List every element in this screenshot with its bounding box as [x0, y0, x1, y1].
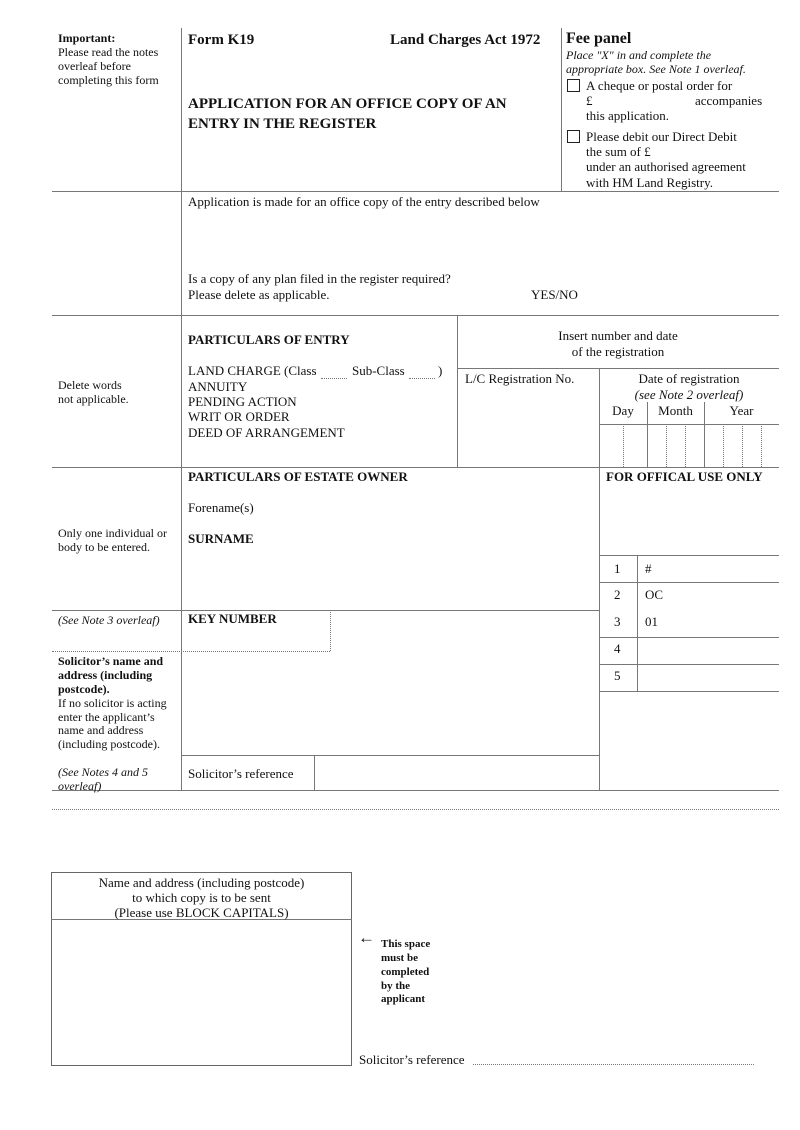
entry-heading: PARTICULARS OF ENTRY — [188, 332, 350, 347]
entry-item-writ-or-order: WRIT OR ORDER — [188, 409, 290, 424]
fee-panel-note-1: Place "X" in and complete the — [566, 48, 712, 62]
space-note-3: completed — [381, 966, 430, 978]
lc-registration-label: L/C Registration No. — [465, 371, 575, 386]
key-number-field[interactable] — [188, 628, 326, 648]
forenames-field[interactable] — [280, 496, 590, 518]
insert-note-2: of the registration — [571, 344, 665, 359]
key-number-label: KEY NUMBER — [188, 611, 277, 626]
debit-option-line-2: the sum of £ — [586, 144, 651, 159]
delete-note: Please delete as applicable. — [188, 287, 330, 302]
rule-date-labels-bottom — [599, 424, 779, 425]
cheque-pound-sign: £ — [586, 93, 593, 108]
solicitor-side-title-2: address (including — [58, 668, 153, 682]
space-note-2: must be — [381, 952, 418, 964]
rule-official-num-col — [637, 555, 638, 691]
rule-official-row-2 — [599, 582, 779, 583]
year-field[interactable] — [706, 426, 778, 466]
rule-official-row-3 — [599, 637, 779, 638]
official-row-4-num: 4 — [614, 641, 621, 656]
sub-class-label: Sub-Class — [352, 363, 405, 378]
form-id: Form K19 — [188, 32, 255, 48]
important-line-3: completing this form — [58, 73, 159, 87]
cheque-option-line-1: A cheque or postal order for — [586, 78, 733, 93]
act-title: Land Charges Act 1972 — [390, 32, 541, 48]
month-field[interactable] — [649, 426, 703, 466]
date-of-registration-label: Date of registration — [638, 371, 740, 386]
solicitor-side-line-1: If no solicitor is acting — [58, 696, 167, 710]
cheque-option-line-3: this application. — [586, 108, 670, 123]
key-number-side-note: (See Note 3 overleaf) — [58, 613, 160, 627]
rule-key-number-right — [330, 610, 331, 651]
official-row-2-val: OC — [645, 587, 664, 602]
bottom-reference-label: Solicitor’s reference — [359, 1052, 465, 1067]
rule-reg-header — [457, 368, 779, 369]
official-row-5-num: 5 — [614, 668, 621, 683]
space-note-1: This space — [381, 938, 431, 950]
forenames-label: Forename(s) — [188, 500, 254, 515]
insert-note-1: Insert number and date — [558, 328, 678, 343]
send-to-heading-1: Name and address (including postcode) — [98, 875, 305, 890]
owner-side-note-2: body to be entered. — [58, 540, 150, 554]
rule-reference-bottom — [52, 790, 779, 791]
entry-side-note-1: Delete words — [58, 378, 122, 392]
yes-no-choice[interactable]: YES/NO — [531, 287, 578, 302]
official-row-1-num: 1 — [614, 561, 621, 576]
month-label: Month — [658, 403, 693, 418]
entry-side-note-2: not applicable. — [58, 392, 129, 406]
fee-panel-title: Fee panel — [566, 30, 632, 47]
solicitor-side-note-1: (See Notes 4 and 5 — [58, 765, 148, 779]
rule-reference-split — [314, 755, 315, 790]
land-charge-close: ) — [438, 363, 443, 378]
cheque-checkbox[interactable] — [567, 79, 580, 92]
solicitor-side-title-3: postcode). — [58, 682, 110, 696]
solicitor-side-line-3: name and address — [58, 723, 144, 737]
solicitor-side-note-2: overleaf) — [58, 779, 102, 793]
debit-option-line-3: under an authorised agreement — [586, 159, 746, 174]
sub-class-field-line[interactable] — [409, 378, 435, 379]
official-row-2-num: 2 — [614, 587, 621, 602]
form-title-line-1: APPLICATION FOR AN OFFICE COPY OF AN — [188, 96, 507, 112]
rule-fee-panel-left — [561, 28, 562, 191]
rule-key-number-bottom — [52, 651, 330, 652]
rule-entry-bottom — [52, 467, 779, 468]
rule-cut-line — [52, 809, 779, 810]
bottom-reference-field[interactable] — [473, 1064, 754, 1065]
rule-left-column — [181, 28, 182, 790]
rule-official-row-1 — [599, 555, 779, 556]
solicitor-address-field[interactable] — [188, 656, 592, 750]
plan-question: Is a copy of any plan filed in the register required? — [188, 271, 451, 286]
official-row-3-num: 3 — [614, 614, 621, 629]
land-charge-label: LAND CHARGE (Class — [188, 363, 317, 378]
solicitor-reference-label: Solicitor’s reference — [188, 766, 294, 781]
surname-label: SURNAME — [188, 531, 254, 546]
rule-owner-bottom — [52, 610, 600, 611]
rule-top-section-bottom — [52, 191, 779, 192]
send-to-address-field[interactable] — [56, 924, 347, 1061]
solicitor-side-line-2: enter the applicant’s — [58, 710, 155, 724]
solicitor-side-title-1: Solicitor’s name and — [58, 654, 164, 668]
day-label: Day — [612, 403, 634, 418]
day-field[interactable] — [601, 426, 646, 466]
rule-reference-top — [181, 755, 599, 756]
important-line-1: Please read the notes — [58, 45, 159, 59]
solicitor-reference-field[interactable] — [318, 758, 596, 787]
rule-official-left — [599, 467, 600, 790]
entry-item-annuity: ANNUITY — [188, 379, 248, 394]
rule-official-row-4 — [599, 664, 779, 665]
send-to-heading-2: to which copy is to be sent — [132, 890, 271, 905]
solicitor-side-line-4: (including postcode). — [58, 737, 160, 751]
important-line-2: overleaf before — [58, 59, 131, 73]
entry-item-pending-action: PENDING ACTION — [188, 394, 297, 409]
important-title: Important: — [58, 31, 116, 45]
owner-heading: PARTICULARS OF ESTATE OWNER — [188, 469, 408, 484]
cheque-accompanies: accompanies — [695, 93, 763, 108]
year-label: Year — [729, 403, 754, 418]
class-field-line[interactable] — [321, 378, 347, 379]
official-row-3-val: 01 — [645, 614, 658, 629]
send-to-heading-3: (Please use BLOCK CAPITALS) — [114, 905, 289, 920]
official-row-1-val: # — [645, 561, 652, 576]
see-note-2: (see Note 2 overleaf) — [634, 387, 744, 402]
debit-option-line-4: with HM Land Registry. — [586, 175, 713, 190]
space-note-5: applicant — [381, 993, 426, 1005]
rule-official-row-5 — [599, 691, 779, 692]
form-title-line-2: ENTRY IN THE REGISTER — [188, 116, 377, 132]
direct-debit-checkbox[interactable] — [567, 130, 580, 143]
arrow-left-icon: ← — [358, 928, 375, 947]
fee-panel-note-2: appropriate box. See Note 1 overleaf. — [566, 62, 746, 76]
debit-option-line-1: Please debit our Direct Debit — [586, 129, 737, 144]
owner-side-note-1: Only one individual or — [58, 526, 167, 540]
rule-application-bottom — [52, 315, 779, 316]
application-statement: Application is made for an office copy of the entry described below — [188, 194, 540, 209]
entry-item-deed: DEED OF ARRANGEMENT — [188, 425, 345, 440]
space-note-4: by the — [381, 980, 411, 992]
surname-field[interactable] — [280, 527, 590, 549]
official-use-heading: FOR OFFICAL USE ONLY — [606, 469, 763, 484]
lc-registration-field[interactable] — [465, 389, 595, 463]
